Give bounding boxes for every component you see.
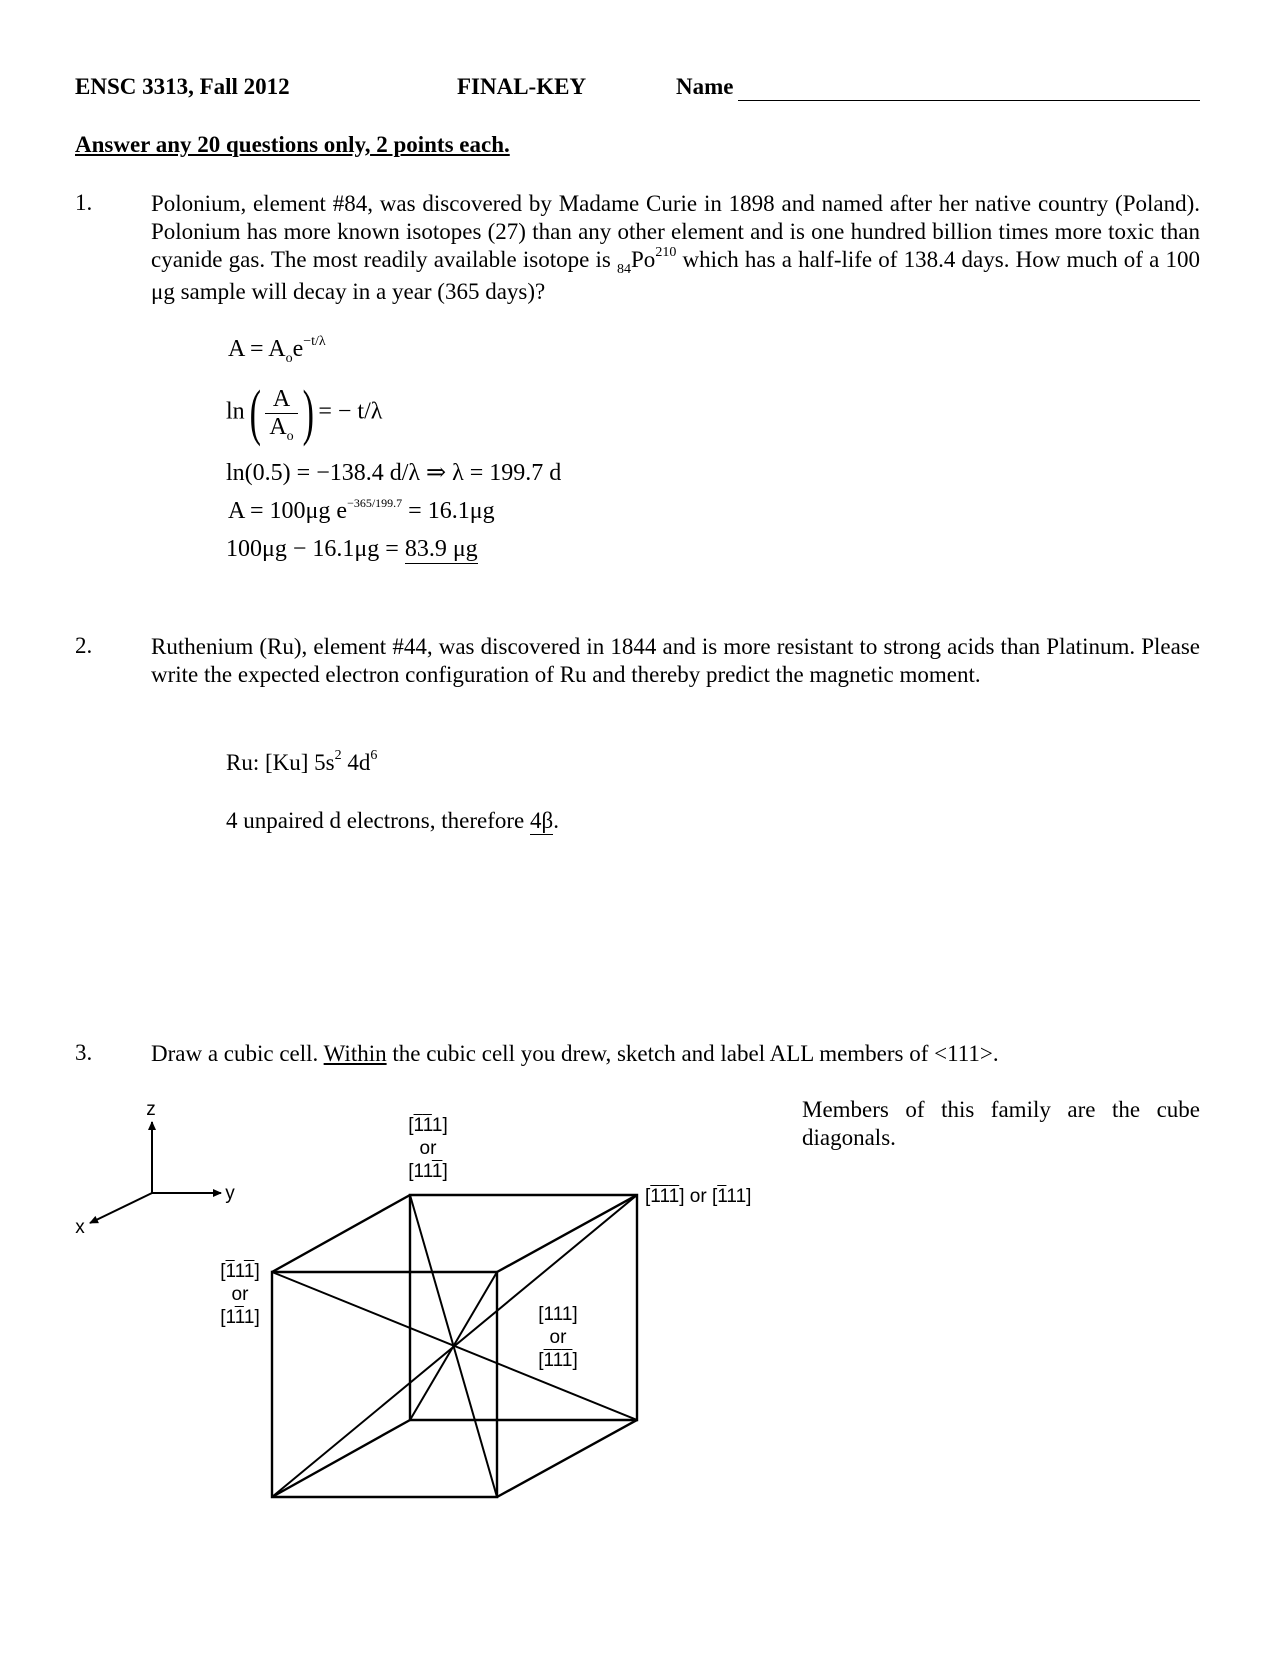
q1-eq5-lhs: 100μg − 16.1μg =	[226, 536, 405, 562]
right-paren-icon: )	[302, 379, 314, 447]
q1-eq2-den-sub: o	[286, 428, 294, 444]
q1-eq1-exp: −t/λ	[303, 334, 326, 349]
q2-moment-suffix: .	[553, 808, 559, 833]
q1-eq1-lhs: A = A	[228, 336, 286, 362]
label-center	[528, 1303, 588, 1372]
cube-front-face	[272, 1272, 497, 1497]
miller-index-label: [111]	[408, 1115, 448, 1136]
q1-isotope-symbol: Po	[631, 247, 656, 272]
instructions-rest: 2 points each.	[370, 132, 510, 157]
q1-isotope-sup: 210	[655, 245, 677, 260]
exam-title: FINAL-KEY	[457, 74, 587, 99]
q1-eq1-e: e	[292, 336, 304, 362]
x-axis-label: x	[75, 1217, 85, 1238]
q1-eq4-lhs: A = 100μg e	[228, 498, 348, 524]
q1-eq2-rhs: = − t/λ	[318, 398, 383, 425]
q2-config-d-sup: 6	[370, 748, 378, 763]
q1-isotope-sub: 84	[617, 262, 632, 277]
label-left-vertex	[210, 1260, 270, 1329]
q1-number: 1.	[75, 190, 93, 215]
q1-eq1-sub: o	[285, 351, 293, 366]
q2-config-prefix: Ru: [Ku] 5s	[226, 750, 335, 775]
q2-config-s-sup: 2	[334, 748, 342, 763]
cube-edge	[272, 1195, 410, 1272]
left-paren-icon: (	[249, 379, 261, 447]
q1-eq2-den-letter: A	[269, 413, 287, 440]
label-right-vertex: [111] or [111]	[645, 1186, 752, 1207]
miller-index-label: [111]	[220, 1307, 260, 1328]
cube-edge	[497, 1195, 637, 1272]
miller-index-label: [111]	[538, 1350, 578, 1371]
cube-back-face	[410, 1195, 637, 1420]
q2-moment-prefix: 4 unpaired d electrons, therefore	[226, 808, 530, 833]
q1-eq4-rhs: = 16.1μg	[402, 498, 495, 524]
q3-number: 3.	[75, 1040, 93, 1065]
q1-text-before: Polonium, element #84, was discovered by Madame Curie in 1898 and named after her native country (Poland). Polonium has more known isotopes (27) than any other element and is one hundred billion times more toxic than cyanide gas. The most readily available isotope is	[151, 191, 1200, 272]
miller-index-label: [111]	[220, 1261, 260, 1282]
q1-eq3: ln(0.5) = −138.4 d/λ ⇒ λ = 199.7 d	[226, 460, 562, 486]
q2-text: Ruthenium (Ru), element #44, was discovered in 1844 and is more resistant to strong acids than Platinum. Please write the expected electron configuration of Ru and thereby predict the magnetic moment.	[151, 634, 1200, 687]
q2-config-mid: 4d	[341, 750, 371, 775]
axes	[90, 1122, 221, 1223]
q1-eq2-numerator: A	[265, 386, 297, 414]
q1-text-after: which has a half-life of 138.4 days. How much of a 100 μg sample will decay in a year (365 days)?	[151, 247, 1201, 304]
or-word: or	[231, 1284, 249, 1305]
q3-text-underlined: Within	[323, 1041, 387, 1066]
course-title: ENSC 3313, Fall 2012	[75, 74, 290, 99]
or-word: or	[689, 1186, 707, 1207]
q1-eq2-ln: ln	[226, 398, 245, 425]
q3-text-after: the cubic cell you drew, sketch and label ALL members of <111>.	[386, 1041, 999, 1066]
q2-answer: 4β	[529, 808, 554, 833]
q1-eq4-exp: −365/199.7	[347, 496, 403, 510]
diagonal-line	[410, 1272, 497, 1420]
miller-index-label: [111]	[538, 1304, 578, 1325]
q1-answer: 83.9 μg	[404, 536, 478, 562]
cube-edge	[497, 1420, 637, 1497]
miller-index-label: [111]	[408, 1161, 448, 1182]
or-word: or	[419, 1138, 437, 1159]
z-axis-label: z	[146, 1099, 156, 1120]
y-axis-label: y	[225, 1183, 235, 1204]
q2-number: 2.	[75, 633, 93, 658]
name-label: Name	[676, 74, 734, 99]
q3-text-before: Draw a cubic cell.	[151, 1041, 324, 1066]
or-word: or	[549, 1327, 567, 1348]
instructions-underlined: Answer any 20 questions only,	[75, 132, 371, 157]
x-axis-arrow-icon	[90, 1193, 152, 1223]
q3-side-note: Members of this family are the cube diagonals.	[802, 1097, 1200, 1150]
cube-edge	[272, 1420, 410, 1497]
label-top-vertex	[398, 1114, 458, 1183]
